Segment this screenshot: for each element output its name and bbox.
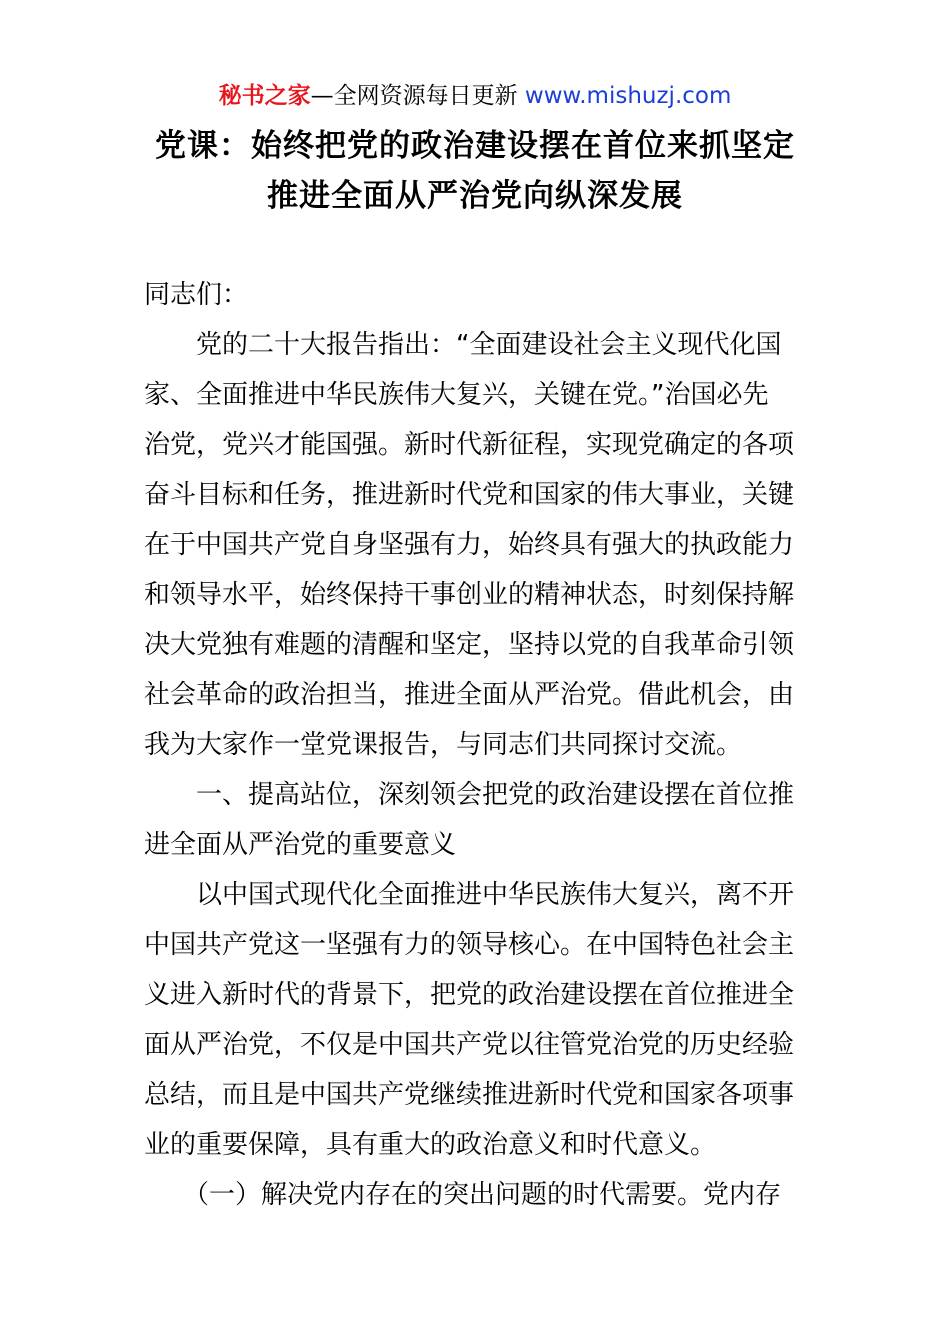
body-line: 在于中国共产党自身坚强有力，始终具有强大的执政能力 (144, 530, 795, 560)
section-heading-line: 一、提高站位，深刻领会把党的政治建设摆在首位推 (144, 780, 795, 810)
salutation: 同志们： (144, 280, 249, 310)
section-heading-line: 进全面从严治党的重要意义 (144, 830, 457, 860)
body-line: 治党，党兴才能国强。新时代新征程，实现党确定的各项 (144, 430, 795, 460)
body-line: 总结，而且是中国共产党继续推进新时代党和国家各项事 (144, 1080, 795, 1110)
body-line: 中国共产党这一坚强有力的领导核心。在中国特色社会主 (144, 930, 795, 960)
body-line: 决大党独有难题的清醒和坚定，坚持以党的自我革命引领 (144, 630, 795, 660)
body-line: 面从严治党，不仅是中国共产党以往管党治党的历史经验 (144, 1030, 795, 1060)
body-line: 社会革命的政治担当，推进全面从严治党。借此机会，由 (144, 680, 795, 710)
body-line: 我为大家作一堂党课报告，与同志们共同探讨交流。 (144, 730, 743, 760)
body-line: 党的二十大报告指出：“全面建设社会主义现代化国 (144, 330, 782, 360)
body-line: 以中国式现代化全面推进中华民族伟大复兴，离不开 (144, 880, 795, 910)
body-line: 业的重要保障，具有重大的政治意义和时代意义。 (144, 1130, 717, 1160)
site-url-link[interactable]: www.mishuzj.com (524, 83, 732, 109)
site-name: 秘书之家 (218, 83, 311, 109)
site-tagline: —全网资源每日更新 (310, 83, 518, 109)
document-title-line-2: 推进全面从严治党向纵深发展 (267, 178, 683, 214)
body-line: 和领导水平，始终保持干事创业的精神状态，时刻保持解 (144, 580, 795, 610)
site-header (0, 79, 950, 113)
body-line: 奋斗目标和任务，推进新时代党和国家的伟大事业，关键 (144, 480, 795, 510)
subsection-heading-line: （一）解决党内存在的突出问题的时代需要。党内存 (144, 1180, 782, 1210)
document-title-line-1: 党课：始终把党的政治建设摆在首位来抓坚定 (155, 128, 795, 164)
body-line: 义进入新时代的背景下，把党的政治建设摆在首位推进全 (144, 980, 795, 1010)
body-line: 家、全面推进中华民族伟大复兴，关键在党。”治国必先 (144, 380, 769, 410)
